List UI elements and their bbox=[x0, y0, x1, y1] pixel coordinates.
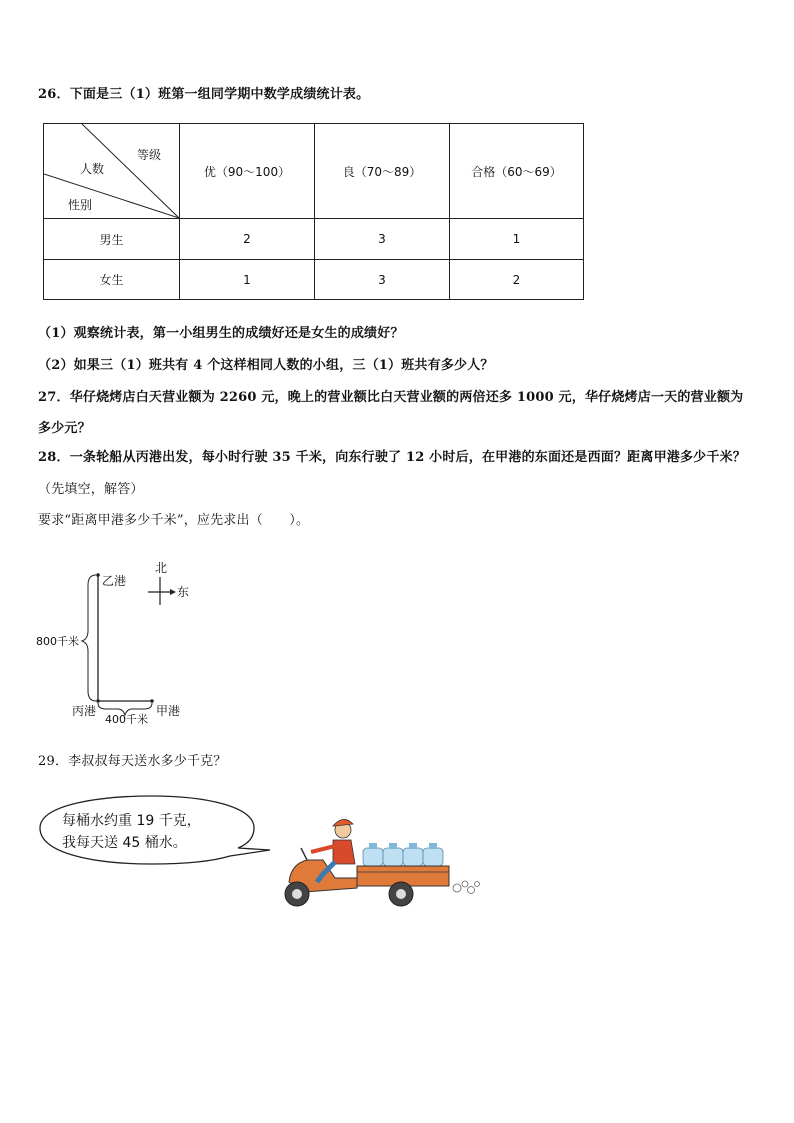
q26-sub1: （1）观察统计表，第一小组男生的成绩好还是女生的成绩好？ bbox=[38, 326, 404, 341]
cell-girls-pass: 2 bbox=[450, 260, 584, 300]
point-yi bbox=[96, 573, 100, 577]
distance-400-label: 400千米 bbox=[105, 713, 148, 726]
bubble-line2: 我每天送 45 桶水。 bbox=[62, 835, 187, 851]
header-good: 良（70～89） bbox=[315, 124, 450, 219]
port-map bbox=[30, 555, 230, 730]
corner-label-count: 人数 bbox=[80, 162, 105, 176]
corner-diagonals bbox=[44, 124, 179, 218]
table-row-girls bbox=[44, 260, 584, 300]
q28-line3: 要求“距离甲港多少千米”，应先求出（ ）。 bbox=[38, 513, 310, 528]
point-jia bbox=[150, 699, 154, 703]
header-excellent: 优（90～100） bbox=[180, 124, 315, 219]
table-header-row bbox=[44, 124, 584, 219]
cell-girls-excellent: 1 bbox=[180, 260, 315, 300]
rider-body bbox=[333, 840, 355, 864]
q27-line2: 多少元？ bbox=[38, 421, 91, 436]
q26-sub2: （2）如果三（1）班共有 4 个这样相同人数的小组，三（1）班共有多少人？ bbox=[38, 358, 494, 373]
corner-label-grade: 等级 bbox=[137, 148, 162, 162]
cell-girls-good: 3 bbox=[315, 260, 450, 300]
speech-bubble bbox=[32, 792, 282, 872]
q29-title: 29．李叔叔每天送水多少千克？ bbox=[38, 754, 227, 769]
cell-boys-good: 3 bbox=[315, 219, 450, 260]
port-bing-label: 丙港 bbox=[72, 704, 97, 718]
cell-boys-excellent: 2 bbox=[180, 219, 315, 260]
port-yi-label: 乙港 bbox=[102, 574, 127, 588]
table-corner-cell bbox=[44, 124, 180, 219]
corner-label-gender: 性别 bbox=[68, 198, 93, 212]
compass-east-arrow-icon bbox=[170, 589, 176, 595]
brace-vertical bbox=[82, 575, 96, 701]
cell-boys-pass: 1 bbox=[450, 219, 584, 260]
row-label-girls: 女生 bbox=[44, 260, 180, 300]
bubble-line1: 每桶水约重 19 千克， bbox=[62, 813, 201, 829]
grades-table bbox=[43, 123, 584, 300]
table-row-boys bbox=[44, 219, 584, 260]
row-label-boys: 男生 bbox=[44, 219, 180, 260]
q27-line1: 27．华仔烧烤店白天营业额为 2260 元，晚上的营业额比白天营业额的两倍还多 1000 元，华仔烧烤店一天的营业额为 bbox=[38, 390, 744, 405]
point-bing bbox=[96, 699, 100, 703]
distance-800-label: 800千米 bbox=[36, 635, 79, 648]
water-delivery-tricycle-illustration bbox=[275, 812, 485, 912]
q28-line1: 28．一条轮船从丙港出发，每小时行驶 35 千米，向东行驶了 12 小时后，在甲港的东面还是西面？距离甲港多少千米？ bbox=[38, 450, 746, 465]
water-bottles bbox=[363, 843, 443, 866]
q26-title: 26．下面是三（1）班第一组同学期中数学成绩统计表。 bbox=[38, 87, 370, 102]
header-pass: 合格（60～69） bbox=[450, 124, 584, 219]
q28-line2: （先填空，解答） bbox=[38, 482, 144, 497]
compass-north-label: 北 bbox=[155, 561, 168, 575]
port-jia-label: 甲港 bbox=[156, 704, 181, 718]
compass-east-label: 东 bbox=[177, 585, 190, 599]
exhaust-puffs bbox=[453, 881, 480, 894]
